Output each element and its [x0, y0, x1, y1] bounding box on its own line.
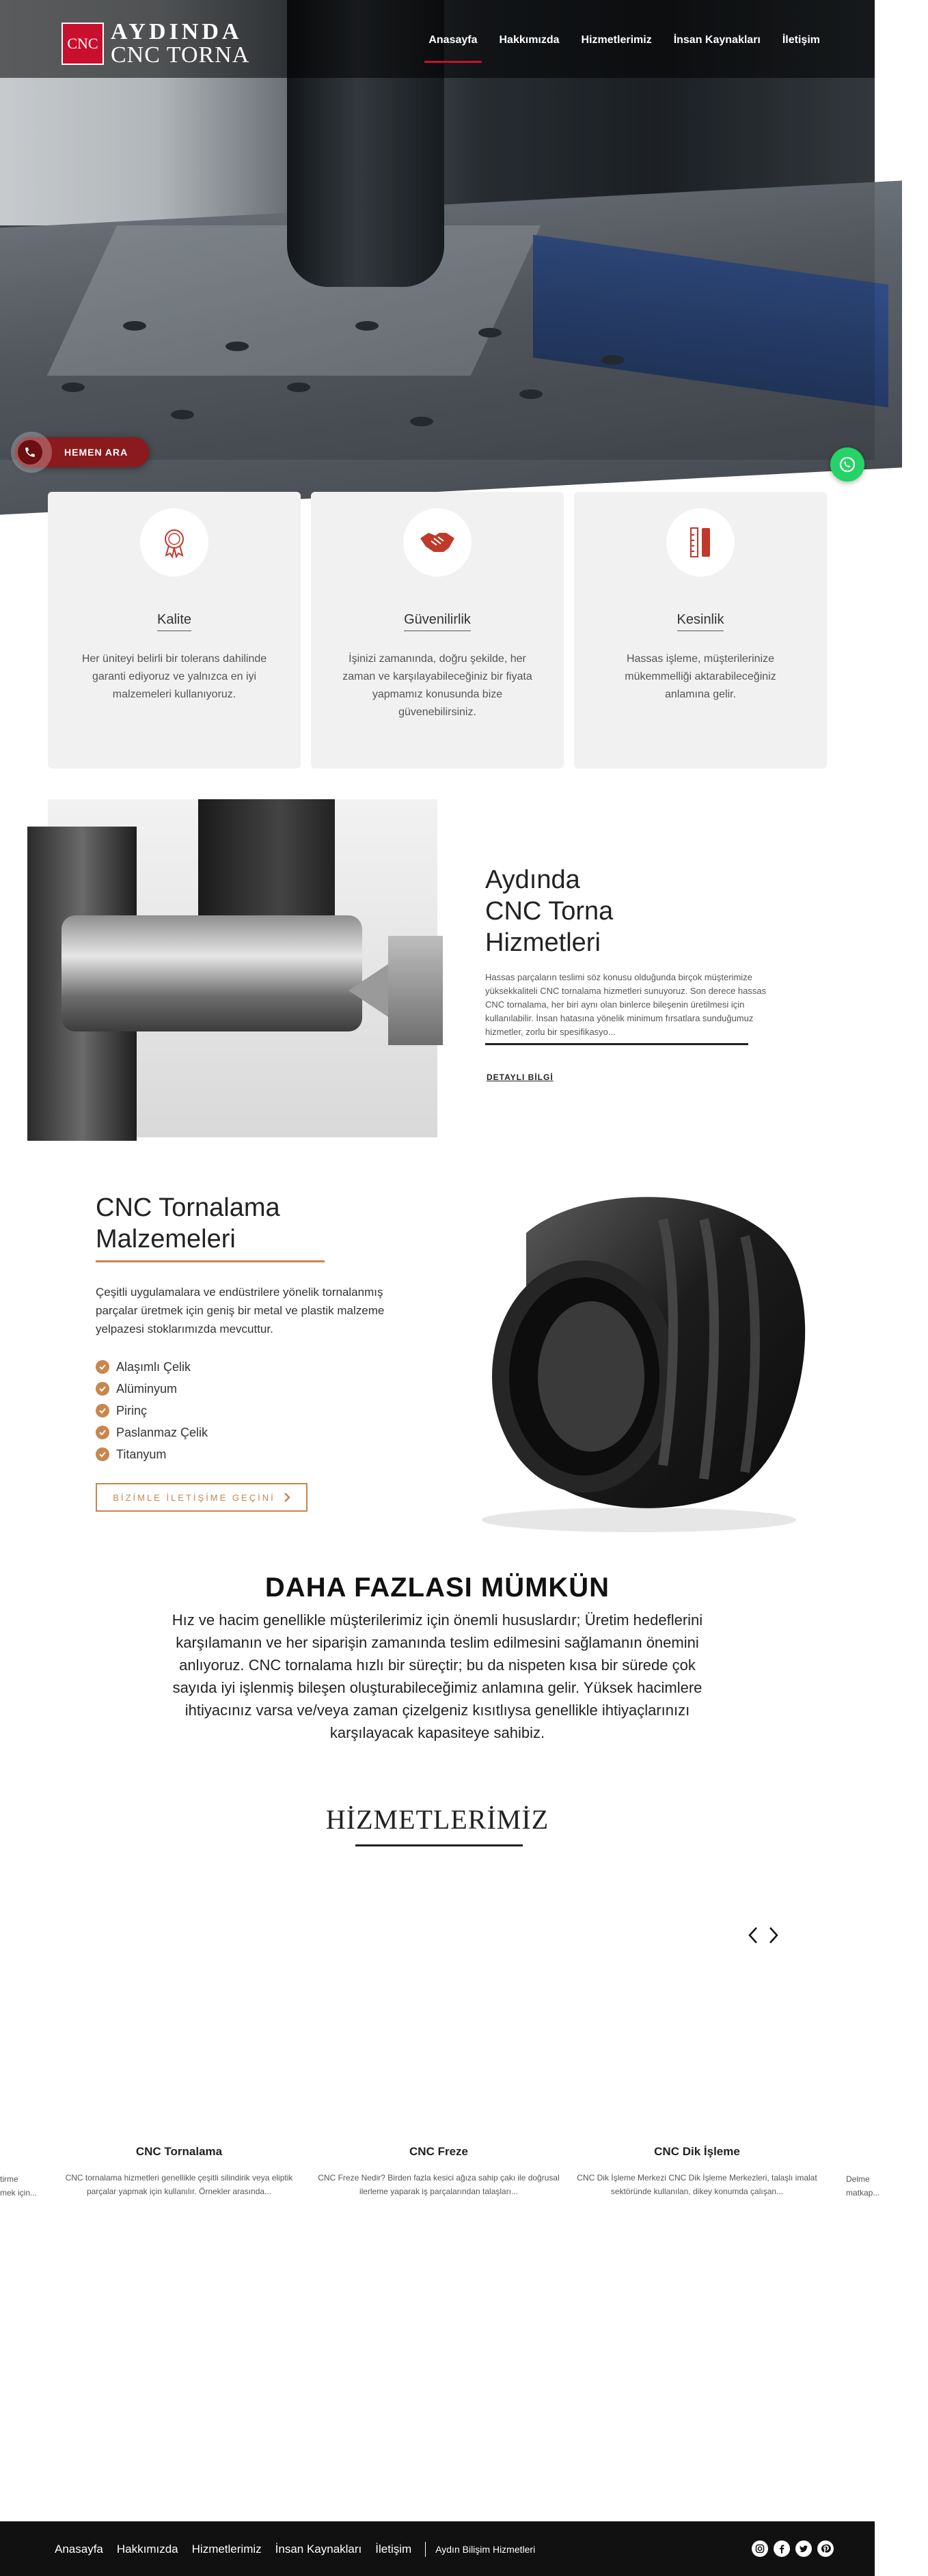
more-title: DAHA FAZLASI MÜMKÜN [264, 1573, 610, 1603]
service-title: CNC Tornalama [135, 2145, 223, 2158]
list-item: Pirinç [96, 1400, 410, 1422]
about-title: Aydında CNC Torna Hizmetleri [485, 865, 614, 957]
list-item: Alüminyum [96, 1378, 410, 1400]
chevron-right-icon[interactable] [769, 1926, 778, 1944]
materials-divider [96, 1260, 325, 1262]
service-title: CNC Dik İşleme [654, 2145, 740, 2158]
list-item: Titanyum [96, 1443, 410, 1465]
cnc-lathe-image [48, 799, 437, 1137]
feature-text: Hassas işleme, müşterilerinize mükemmelliği aktarabileceğiniz anlamına gelir. [625, 653, 776, 700]
main-nav [407, 34, 820, 53]
more-section [164, 1573, 711, 1744]
service-text: CNC Freze Nedir? Birden fazla kesici ağıza sahip çakı ile doğrusal ilerleme yaparak iş parçalarından talaşları... [318, 2173, 560, 2196]
materials-text: Çeşitli uygulamalara ve endüstrilere yönelik tornalanmış parçalar üretmek için geniş bir metal ve plastik malzeme yelpazesi stoklarımızda mevcuttur. [96, 1286, 385, 1335]
turned-part-image [444, 1172, 827, 1540]
service-card-partial[interactable]: Delme matkap... [846, 2174, 880, 2198]
nav-item-insan-kaynaklari[interactable]: İnsan Kaynakları [673, 34, 761, 46]
twitter-icon[interactable] [795, 2540, 812, 2557]
service-card[interactable] [316, 2145, 562, 2198]
feature-text: İşinizi zamanında, doğru şekilde, her zaman ve karşılayabileceğiniz bir fiyata yapmamız konusunda bize güvenebilirsiniz. [342, 653, 532, 718]
call-now-label: HEMEN ARA [64, 447, 128, 458]
check-icon [96, 1448, 109, 1461]
footer-link-hakkimizda[interactable]: Hakkımızda [116, 2543, 178, 2556]
feature-title: Güvenilirlik [404, 612, 471, 631]
nav-item-anasayfa[interactable]: Anasayfa [428, 34, 477, 53]
services-title: HİZMETLERİMİZ [325, 1804, 549, 1835]
materials-section [96, 1192, 410, 1512]
details-link[interactable]: DETAYLI BİLGİ [487, 1072, 554, 1082]
about-divider [485, 1043, 748, 1045]
site-header [0, 0, 875, 78]
nav-item-iletisim[interactable]: İletişim [782, 34, 820, 46]
feature-card [311, 492, 564, 768]
logo-line-2: CNC TORNA [111, 42, 250, 68]
service-text: CNC tornalama hizmetleri genellikle çeşitli silindirik veya eliptik parçalar yapmak için kullanılır. Örnekler arasında... [65, 2173, 293, 2196]
footer-link-iletisim[interactable]: İletişim [375, 2543, 412, 2556]
chevron-left-icon[interactable] [748, 1926, 758, 1944]
facebook-icon[interactable] [774, 2540, 790, 2557]
social-links [752, 2540, 834, 2557]
nav-item-hakkimizda[interactable]: Hakkımızda [499, 34, 560, 46]
footer-credit[interactable]: Aydın Bilişim Hizmetleri [435, 2544, 536, 2555]
nav-item-hizmetlerimiz[interactable]: Hizmetlerimiz [581, 34, 652, 46]
feature-cards [48, 492, 827, 768]
logo-mark: CNC [62, 23, 104, 65]
footer-nav [55, 2542, 535, 2557]
service-card[interactable] [56, 2145, 302, 2198]
phone-icon [18, 440, 42, 465]
footer-link-anasayfa[interactable]: Anasayfa [55, 2543, 103, 2556]
footer-link-insan-kaynaklari[interactable]: İnsan Kaynakları [275, 2543, 362, 2556]
chevron-right-icon [284, 1492, 290, 1503]
logo[interactable] [62, 20, 249, 67]
award-icon [140, 508, 208, 577]
whatsapp-icon[interactable] [830, 447, 864, 482]
feature-title: Kesinlik [677, 612, 724, 631]
carousel-controls [748, 1926, 778, 1944]
call-now-button[interactable] [15, 437, 149, 467]
pinterest-icon[interactable] [817, 2540, 834, 2557]
materials-list [96, 1356, 410, 1465]
logo-line-1: AYDINDA [111, 19, 243, 44]
check-icon [96, 1382, 109, 1396]
service-card[interactable] [574, 2145, 820, 2198]
handshake-icon [403, 508, 472, 577]
services-divider [355, 1844, 523, 1846]
more-text: Hız ve hacim genellikle müşterilerimiz için önemli hususlardır; Üretim hedeflerini karşılamanın ve her siparişin zamanında teslim edilmesini sağlamanın önemini anlıyoruz. CNC tornalama hızlı bir süreçtir; bu da nispeten kısa bir sürede çok sayıda iyi işlenmiş bileşen oluşturabileceğimiz anlamına gelir. Yüksek hacimlere ihtiyacınız varsa ve/veya zaman çizelgeniz kısıtlıysa genellikle ihtiyaçlarınızı karşılayacak kapasiteye sahibiz. [172, 1611, 703, 1741]
materials-title: CNC Tornalama Malzemeleri [96, 1193, 280, 1254]
feature-title: Kalite [157, 612, 191, 631]
tools-icon [666, 508, 735, 577]
feature-card [574, 492, 827, 768]
footer-link-hizmetlerimiz[interactable]: Hizmetlerimiz [191, 2543, 262, 2556]
footer-separator [425, 2542, 426, 2557]
contact-us-button[interactable]: BİZİMLE İLETİŞİME GEÇİNİ [96, 1483, 308, 1512]
check-icon [96, 1360, 109, 1374]
about-text: Hassas parçaların teslimi söz konusu olduğunda birçok müşterimize yüksekkaliteli CNC tornalama hizmetleri sunuyoruz. Son derece hassas CNC tornalama, her biri aynı olan binlerce bileşenin üretilmesi için kullanılabilir. İnsan hatasına yönelik minimum fırsatlara sunduğumuz hizmetler, zorlu bir spesifikasyo... [485, 972, 767, 1037]
service-card-partial[interactable]: tirme mek için... [0, 2174, 38, 2198]
service-title: CNC Freze [409, 2145, 468, 2158]
list-item: Paslanmaz Çelik [96, 1422, 410, 1443]
check-icon [96, 1426, 109, 1439]
feature-text: Her üniteyi belirli bir tolerans dahilinde garanti ediyoruz ve yalnızca en iyi malzemeleri kullanıyoruz. [81, 653, 267, 700]
site-footer [0, 2521, 875, 2576]
check-icon [96, 1404, 109, 1417]
instagram-icon[interactable] [752, 2540, 768, 2557]
service-text: CNC Dik İşleme Merkezi CNC Dik İşleme Merkezleri, talaşlı imalat sektöründe kullanılan, dikey konumda çalışan... [577, 2173, 817, 2196]
about-section [485, 864, 786, 1083]
list-item: Alaşımlı Çelik [96, 1356, 410, 1378]
feature-card [48, 492, 301, 768]
